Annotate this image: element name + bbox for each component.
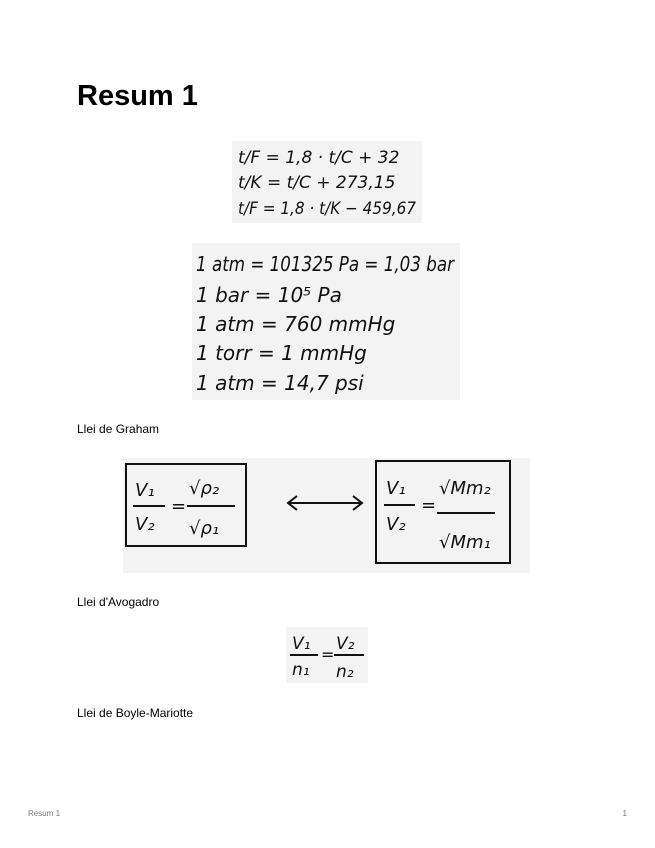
graham-right-root-denominator: √Mm₁ bbox=[439, 532, 491, 553]
footer-document-name: Resum 1 bbox=[28, 809, 61, 818]
temperature-line-1: t/F = 1,8 · t/C + 32 bbox=[238, 148, 400, 168]
pressure-line-2: 1 bar = 10⁵ Pa bbox=[196, 283, 342, 307]
temperature-formulas-image bbox=[232, 141, 422, 223]
section-label-boyle-mariotte: Llei de Boyle-Mariotte bbox=[77, 706, 194, 720]
avogadro-equals: = bbox=[321, 645, 335, 664]
graham-left-numerator: V₁ bbox=[135, 480, 155, 501]
graham-left-root-numerator: √ρ₂ bbox=[189, 478, 220, 499]
pressure-line-4: 1 torr = 1 mmHg bbox=[196, 341, 367, 365]
pressure-line-5: 1 atm = 14,7 psi bbox=[196, 371, 364, 395]
graham-right-equals: = bbox=[421, 495, 437, 516]
temperature-line-2: t/K = t/C + 273,15 bbox=[238, 173, 396, 193]
pressure-line-1: 1 atm = 101325 Pa = 1,03 bar bbox=[196, 252, 456, 276]
section-label-avogadro: Llei d'Avogadro bbox=[77, 595, 160, 609]
section-label-graham: Llei de Graham bbox=[77, 422, 160, 436]
pressure-line-3: 1 atm = 760 mmHg bbox=[196, 312, 396, 336]
graham-right-denominator: V₂ bbox=[386, 514, 406, 535]
avogadro-right-numerator: V₂ bbox=[336, 634, 355, 654]
graham-right-root-numerator: √Mm₂ bbox=[439, 478, 491, 499]
pressure-units-image bbox=[192, 243, 460, 400]
graham-law-image bbox=[123, 458, 530, 573]
graham-left-equals: = bbox=[171, 496, 187, 517]
avogadro-left-numerator: V₁ bbox=[292, 634, 311, 654]
avogadro-right-denominator: n₂ bbox=[336, 662, 354, 682]
temperature-line-3: t/F = 1,8 · t/K − 459,67 bbox=[238, 199, 417, 219]
footer-page-number: 1 bbox=[622, 809, 627, 818]
graham-left-denominator: V₂ bbox=[135, 514, 155, 535]
graham-left-root-denominator: √ρ₁ bbox=[189, 518, 220, 539]
page-title: Resum 1 bbox=[77, 80, 198, 112]
double-arrow-icon bbox=[288, 496, 362, 510]
avogadro-law-image bbox=[286, 627, 368, 683]
graham-right-numerator: V₁ bbox=[386, 478, 406, 499]
avogadro-left-denominator: n₁ bbox=[292, 660, 310, 680]
